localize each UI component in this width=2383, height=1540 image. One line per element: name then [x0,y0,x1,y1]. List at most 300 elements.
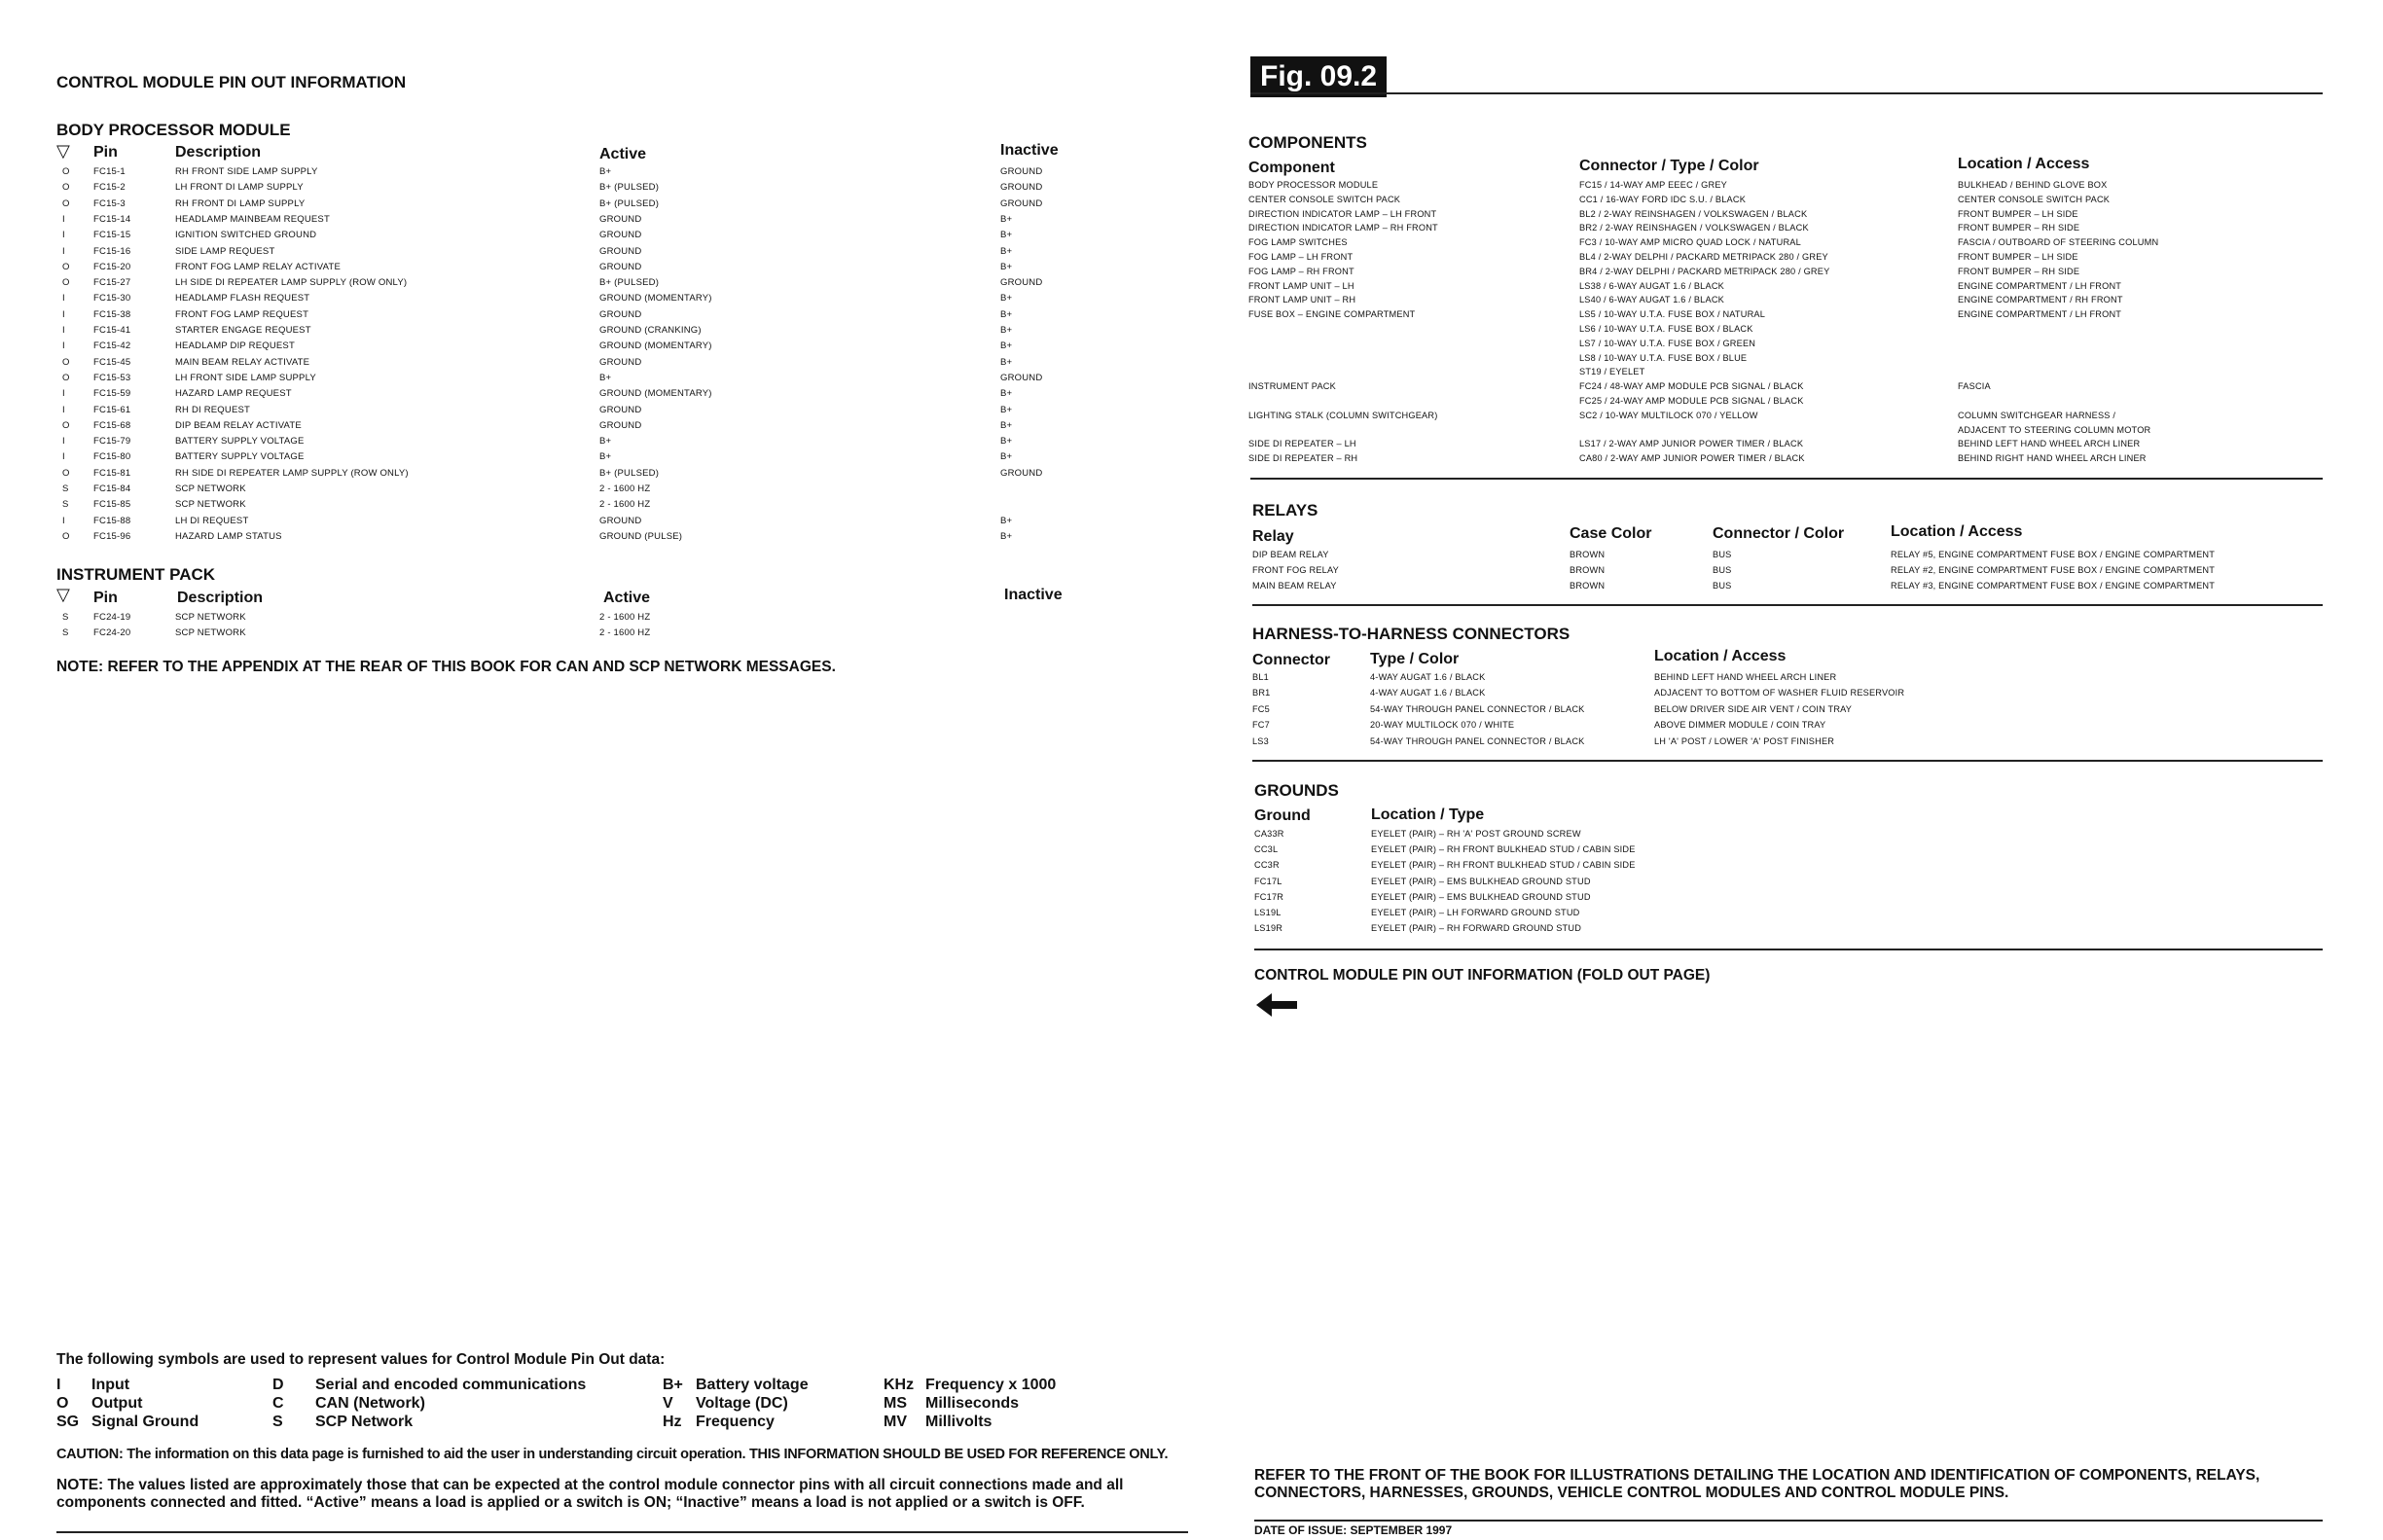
active-cell: GROUND [599,404,642,415]
page-title: CONTROL MODULE PIN OUT INFORMATION [56,73,407,91]
table-row [56,230,1127,245]
location-cell: ENGINE COMPARTMENT / LH FRONT [1958,280,2122,291]
active-cell: GROUND [599,213,642,225]
table-row [1248,439,2338,454]
io-cell: I [62,325,65,336]
inactive-cell: B+ [1000,388,1013,400]
connector-cell: FC5 [1252,703,1270,714]
connector-cell: LS7 / 10-WAY U.T.A. FUSE BOX / GREEN [1579,338,1756,348]
active-cell: 2 - 1600 HZ [599,483,651,494]
component-cell: INSTRUMENT PACK [1248,381,1336,392]
connector-cell: FC15 / 14-WAY AMP EEEC / GREY [1579,180,1727,190]
location-cell: ENGINE COMPARTMENT / RH FRONT [1958,295,2123,305]
location-cell: CENTER CONSOLE SWITCH PACK [1958,194,2111,204]
location-cell: FRONT BUMPER – LH SIDE [1958,208,2078,219]
table-row [1248,180,2338,196]
active-cell: B+ [599,436,612,448]
table-row [56,293,1127,308]
symbols-intro: The following symbols are used to represent values for Control Module Pin Out data: [56,1351,666,1368]
active-cell: B+ [599,166,612,177]
active-cell: GROUND [599,230,642,241]
table-row [1248,237,2338,253]
ground-cell: FC17R [1254,891,1284,902]
pin-cell: FC15-42 [93,340,131,352]
location-cell: EYELET (PAIR) – EMS BULKHEAD GROUND STUD [1371,891,1591,902]
connector-cell: BUS [1713,550,1732,559]
symbol-meaning: Frequency x 1000 [925,1377,1057,1393]
table-row [56,357,1127,373]
connector-cell: CC1 / 16-WAY FORD IDC S.U. / BLACK [1579,194,1747,204]
description-cell: BATTERY SUPPLY VOLTAGE [175,451,305,463]
table-row [56,531,1127,547]
active-cell: B+ [599,451,612,463]
inactive-cell: GROUND [1000,467,1043,479]
table-row [56,499,1127,515]
symbol-meaning: Milliseconds [925,1395,1020,1412]
io-cell: S [62,612,69,623]
location-cell: ENGINE COMPARTMENT / LH FRONT [1958,309,2122,320]
symbol-key: V [663,1395,673,1412]
symbol-meaning: Serial and encoded communications [315,1377,587,1393]
component-cell: FOG LAMP – LH FRONT [1248,252,1354,262]
pin-cell: FC24-20 [93,627,131,638]
table-row [1252,565,2332,581]
table-row [1254,908,2334,923]
grounds-title: GROUNDS [1254,781,1339,800]
pin-cell: FC15-85 [93,499,131,511]
location-cell: BULKHEAD / BEHIND GLOVE BOX [1958,180,2108,190]
active-cell: GROUND [599,356,642,368]
pin-cell: FC15-2 [93,182,126,194]
arrow-left-icon[interactable] [1254,990,1299,1024]
bpm-table [56,166,1127,546]
bpm-header-inactive: Inactive [1000,142,1059,159]
components-table [1248,180,2338,472]
relays-title: RELAYS [1252,501,1318,519]
inactive-cell: B+ [1000,245,1013,257]
table-row [1254,860,2334,876]
location-cell: BEHIND RIGHT HAND WHEEL ARCH LINER [1958,453,2147,464]
relay-cell: DIP BEAM RELAY [1252,550,1329,559]
location-cell: RELAY #3, ENGINE COMPARTMENT FUSE BOX / ENGINE COMPARTMENT [1891,581,2216,591]
inactive-cell: B+ [1000,356,1013,368]
table-row [56,516,1127,531]
table-row [56,340,1127,356]
bpm-header-description: Description [175,144,262,161]
connector-cell: LS40 / 6-WAY AUGAT 1.6 / BLACK [1579,295,1724,305]
pin-cell: FC15-68 [93,419,131,431]
io-cell: I [62,388,65,400]
active-cell: GROUND (MOMENTARY) [599,340,712,352]
table-row [1254,844,2334,860]
io-cell: O [62,419,70,431]
table-row [1248,367,2338,382]
description-cell: SCP NETWORK [175,499,246,511]
active-cell: GROUND [599,245,642,257]
active-cell: 2 - 1600 HZ [599,612,651,623]
pin-cell: FC24-19 [93,612,131,623]
table-row [1248,324,2338,340]
active-cell: GROUND [599,308,642,320]
inactive-cell: B+ [1000,451,1013,463]
location-cell: EYELET (PAIR) – EMS BULKHEAD GROUND STUD [1371,876,1591,886]
triangle-icon: ▽ [56,585,70,604]
pin-cell: FC15-59 [93,388,131,400]
symbol-meaning: Input [91,1377,130,1393]
table-row [1248,339,2338,354]
inactive-cell: B+ [1000,325,1013,336]
symbol-key: C [272,1395,284,1412]
grounds-header-location: Location / Type [1371,806,1485,823]
components-title: COMPONENTS [1248,133,1367,152]
pin-cell: FC15-1 [93,166,126,177]
connector-cell: BR1 [1252,688,1271,698]
io-cell: O [62,166,70,177]
connector-cell: BL4 / 2-WAY DELPHI / PACKARD METRIPACK 280 / GREY [1579,252,1828,262]
component-cell: SIDE DI REPEATER – RH [1248,453,1358,464]
io-cell: I [62,436,65,448]
relays-header-connector: Connector / Color [1713,525,1845,542]
symbol-key: MS [884,1395,907,1412]
table-row [1248,381,2338,397]
values-note: NOTE: The values listed are approximately those that can be expected at the control module connector pins with all circuit connections made and all components connected and fitted. “Active” means a load is applied or a switch is ON; “Inactive” means a load is not applied or a switch is OFF. [56,1477,1124,1511]
pin-cell: FC15-61 [93,404,131,415]
active-cell: GROUND (PULSE) [599,530,683,542]
components-rule [1250,478,2323,480]
inactive-cell: B+ [1000,530,1013,542]
table-row [56,612,1127,627]
symbol-key: KHz [884,1377,915,1393]
table-row [1248,295,2338,310]
active-cell: GROUND (CRANKING) [599,325,702,336]
table-row [1248,281,2338,297]
table-row [56,627,1127,643]
grounds-header-ground: Ground [1254,807,1311,824]
io-cell: O [62,467,70,479]
description-cell: HEADLAMP FLASH REQUEST [175,293,310,304]
table-row [56,214,1127,230]
pin-cell: FC15-38 [93,308,131,320]
left-bottom-rule [56,1531,1188,1533]
pin-cell: FC15-84 [93,483,131,494]
io-cell: O [62,182,70,194]
location-cell: EYELET (PAIR) – RH FRONT BULKHEAD STUD / CABIN SIDE [1371,860,1636,871]
active-cell: GROUND [599,419,642,431]
location-cell: EYELET (PAIR) – RH FRONT BULKHEAD STUD / CABIN SIDE [1371,844,1636,855]
description-cell: DIP BEAM RELAY ACTIVATE [175,419,302,431]
table-row [56,325,1127,340]
inactive-cell: GROUND [1000,182,1043,194]
pin-cell: FC15-3 [93,197,126,209]
symbol-key: Hz [663,1414,682,1430]
table-row [1248,267,2338,282]
components-header-connector: Connector / Type / Color [1579,158,1759,174]
symbol-meaning: Output [91,1395,143,1412]
pin-cell: FC15-41 [93,325,131,336]
pin-cell: FC15-80 [93,451,131,463]
relays-header-case: Case Color [1570,525,1652,542]
triangle-icon: ▽ [56,141,70,161]
description-cell: SCP NETWORK [175,627,246,638]
relay-cell: MAIN BEAM RELAY [1252,581,1337,591]
case-color-cell: BROWN [1570,550,1606,559]
symbol-meaning: CAN (Network) [315,1395,425,1412]
connector-cell: LS3 [1252,735,1269,746]
table-row [56,373,1127,388]
table-row [1248,353,2338,369]
connector-cell: BR4 / 2-WAY DELPHI / PACKARD METRIPACK 280 / GREY [1579,266,1830,276]
table-row [1248,425,2338,441]
bpm-header-pin: Pin [93,144,118,161]
symbol-key: O [56,1395,69,1412]
description-cell: RH SIDE DI REPEATER LAMP SUPPLY (ROW ONLY) [175,467,409,479]
pin-cell: FC15-14 [93,213,131,225]
description-cell: HEADLAMP DIP REQUEST [175,340,295,352]
ip-header-pin: Pin [93,590,118,606]
case-color-cell: BROWN [1570,565,1606,575]
table-row [1254,829,2334,844]
type-cell: 4-WAY AUGAT 1.6 / BLACK [1370,688,1486,698]
connector-cell: LS17 / 2-WAY AMP JUNIOR POWER TIMER / BLACK [1579,439,1804,449]
ip-header-description: Description [177,590,264,606]
pin-cell: FC15-96 [93,530,131,542]
symbol-meaning: SCP Network [315,1414,414,1430]
description-cell: MAIN BEAM RELAY ACTIVATE [175,356,310,368]
active-cell: B+ (PULSED) [599,182,660,194]
appendix-note: NOTE: REFER TO THE APPENDIX AT THE REAR OF THIS BOOK FOR CAN AND SCP NETWORK MESSAGES. [56,659,836,675]
pin-cell: FC15-30 [93,293,131,304]
io-cell: I [62,308,65,320]
description-cell: FRONT FOG LAMP REQUEST [175,308,309,320]
component-cell: DIRECTION INDICATOR LAMP – RH FRONT [1248,223,1438,233]
date-of-issue: DATE OF ISSUE: SEPTEMBER 1997 [1254,1523,1453,1537]
description-cell: HEADLAMP MAINBEAM REQUEST [175,213,330,225]
ground-cell: LS19L [1254,908,1282,917]
inactive-cell: B+ [1000,436,1013,448]
pin-cell: FC15-53 [93,372,131,383]
component-cell: FOG LAMP SWITCHES [1248,237,1348,248]
location-cell: FRONT BUMPER – RH SIDE [1958,223,2080,233]
io-cell: O [62,197,70,209]
type-cell: 20-WAY MULTILOCK 070 / WHITE [1370,720,1515,731]
table-row [1252,720,2332,735]
component-cell: FOG LAMP – RH FRONT [1248,266,1354,276]
io-cell: O [62,372,70,383]
io-cell: I [62,293,65,304]
location-cell: FASCIA [1958,381,1991,392]
table-row [56,468,1127,483]
io-cell: I [62,340,65,352]
symbol-meaning: Signal Ground [91,1414,199,1430]
table-row [56,388,1127,404]
inactive-cell: GROUND [1000,197,1043,209]
description-cell: HAZARD LAMP STATUS [175,530,282,542]
table-row [56,436,1127,451]
table-row [1254,877,2334,892]
ground-cell: CC3R [1254,860,1280,871]
relay-cell: FRONT FOG RELAY [1252,565,1339,575]
harness-rule [1252,760,2323,762]
connector-cell: FC3 / 10-WAY AMP MICRO QUAD LOCK / NATURAL [1579,237,1801,248]
active-cell: GROUND (MOMENTARY) [599,293,712,304]
table-row [1252,581,2332,596]
io-cell: S [62,499,69,511]
location-cell: RELAY #5, ENGINE COMPARTMENT FUSE BOX / ENGINE COMPARTMENT [1891,550,2216,559]
symbol-meaning: Voltage (DC) [696,1395,788,1412]
inactive-cell: B+ [1000,404,1013,415]
location-cell: BELOW DRIVER SIDE AIR VENT / COIN TRAY [1654,703,1853,714]
location-cell: EYELET (PAIR) – LH FORWARD GROUND STUD [1371,908,1580,917]
connector-cell: FC7 [1252,720,1270,731]
io-cell: I [62,245,65,257]
type-cell: 54-WAY THROUGH PANEL CONNECTOR / BLACK [1370,735,1585,746]
description-cell: RH DI REQUEST [175,404,251,415]
description-cell: STARTER ENGAGE REQUEST [175,325,311,336]
table-row [1254,892,2334,908]
connector-cell: BL2 / 2-WAY REINSHAGEN / VOLKSWAGEN / BLACK [1579,208,1808,219]
table-row [1252,736,2332,752]
pin-cell: FC15-79 [93,436,131,448]
symbols-legend [56,1377,1185,1435]
table-row [1252,688,2332,703]
relays-header-location: Location / Access [1891,523,2023,540]
refer-front-note: REFER TO THE FRONT OF THE BOOK FOR ILLUSTRATIONS DETAILING THE LOCATION AND IDENTIFICATION OF COMPONENTS, RELAYS, CONNECTORS, HARNESSES, GROUNDS, VEHICLE CONTROL MODULES AND CONTROL MODULE PINS. [1254,1467,2260,1501]
components-header-location: Location / Access [1958,156,2090,172]
pin-cell: FC15-16 [93,245,131,257]
pin-cell: FC15-15 [93,230,131,241]
location-cell: ADJACENT TO BOTTOM OF WASHER FLUID RESERVOIR [1654,688,1905,698]
location-cell: EYELET (PAIR) – RH 'A' POST GROUND SCREW [1371,829,1581,839]
description-cell: RH FRONT SIDE LAMP SUPPLY [175,166,318,177]
description-cell: BATTERY SUPPLY VOLTAGE [175,436,305,448]
inactive-cell: GROUND [1000,372,1043,383]
location-cell: FRONT BUMPER – LH SIDE [1958,252,2078,262]
io-cell: O [62,530,70,542]
io-cell: S [62,627,69,638]
location-cell: BEHIND LEFT HAND WHEEL ARCH LINER [1654,672,1837,682]
ip-table [56,612,1127,645]
table-row [1248,252,2338,268]
connector-cell: FC24 / 48-WAY AMP MODULE PCB SIGNAL / BLACK [1579,381,1804,392]
inactive-cell: B+ [1000,293,1013,304]
active-cell: GROUND [599,261,642,272]
connector-cell: BUS [1713,565,1732,575]
io-cell: O [62,356,70,368]
inactive-cell: B+ [1000,340,1013,352]
component-cell: BODY PROCESSOR MODULE [1248,180,1379,190]
active-cell: GROUND (MOMENTARY) [599,388,712,400]
location-cell: FASCIA / OUTBOARD OF STEERING COLUMN [1958,237,2159,248]
description-cell: IGNITION SWITCHED GROUND [175,230,317,241]
table-row [1252,672,2332,688]
inactive-cell: GROUND [1000,166,1043,177]
table-row [56,166,1127,182]
active-cell: B+ (PULSED) [599,197,660,209]
inactive-cell: B+ [1000,261,1013,272]
active-cell: GROUND [599,515,642,526]
active-cell: B+ (PULSED) [599,467,660,479]
harness-table [1252,672,2332,754]
table-row [56,182,1127,197]
io-cell: I [62,404,65,415]
case-color-cell: BROWN [1570,581,1606,591]
harness-header-location: Location / Access [1654,648,1787,664]
description-cell: SCP NETWORK [175,483,246,494]
io-cell: I [62,230,65,241]
pin-cell: FC15-27 [93,277,131,289]
right-bottom-rule [1254,1520,2323,1522]
description-cell: HAZARD LAMP REQUEST [175,388,292,400]
location-cell: ADJACENT TO STEERING COLUMN MOTOR [1958,424,2151,435]
location-cell: LH 'A' POST / LOWER 'A' POST FINISHER [1654,735,1835,746]
table-row [1248,309,2338,325]
location-cell: BEHIND LEFT HAND WHEEL ARCH LINER [1958,439,2141,449]
table-row [56,246,1127,262]
table-row [1248,396,2338,412]
ground-cell: CA33R [1254,829,1284,839]
type-cell: 4-WAY AUGAT 1.6 / BLACK [1370,672,1486,682]
table-row [56,483,1127,499]
symbol-key: I [56,1377,61,1393]
component-cell: DIRECTION INDICATOR LAMP – LH FRONT [1248,208,1437,219]
active-cell: B+ [599,372,612,383]
io-cell: S [62,483,69,494]
grounds-rule [1254,949,2323,950]
description-cell: LH FRONT SIDE LAMP SUPPLY [175,372,316,383]
io-cell: I [62,451,65,463]
description-cell: LH FRONT DI LAMP SUPPLY [175,182,304,194]
connector-cell: CA80 / 2-WAY AMP JUNIOR POWER TIMER / BLACK [1579,453,1805,464]
table-row [1252,704,2332,720]
ground-cell: CC3L [1254,844,1279,855]
grounds-table [1254,829,2334,944]
location-cell: FRONT BUMPER – RH SIDE [1958,266,2080,276]
active-cell: B+ (PULSED) [599,277,660,289]
table-row [1252,550,2332,565]
component-cell: CENTER CONSOLE SWITCH PACK [1248,194,1401,204]
io-cell: O [62,261,70,272]
connector-cell: ST19 / EYELET [1579,367,1645,377]
component-cell: FRONT LAMP UNIT – LH [1248,280,1354,291]
pin-cell: FC15-81 [93,467,131,479]
inactive-cell: B+ [1000,230,1013,241]
symbol-key: D [272,1377,284,1393]
connector-cell: BR2 / 2-WAY REINSHAGEN / VOLKSWAGEN / BLACK [1579,223,1809,233]
symbol-meaning: Battery voltage [696,1377,809,1393]
caution-text: CAUTION: The information on this data page is furnished to aid the user in understanding circuit operation. THIS INFORMATION SHOULD BE USED FOR REFERENCE ONLY. [56,1447,1169,1462]
component-cell: FRONT LAMP UNIT – RH [1248,295,1356,305]
table-row [1254,923,2334,939]
connector-cell: BL1 [1252,672,1269,682]
table-row [56,420,1127,436]
table-row [56,262,1127,277]
connector-cell: LS38 / 6-WAY AUGAT 1.6 / BLACK [1579,280,1724,291]
ground-cell: LS19R [1254,923,1283,934]
ip-header-inactive: Inactive [1004,587,1063,603]
symbol-key: B+ [663,1377,683,1393]
io-cell: I [62,213,65,225]
table-row [56,405,1127,420]
description-cell: SCP NETWORK [175,612,246,623]
description-cell: RH FRONT DI LAMP SUPPLY [175,197,306,209]
component-cell: FUSE BOX – ENGINE COMPARTMENT [1248,309,1416,320]
connector-cell: FC25 / 24-WAY AMP MODULE PCB SIGNAL / BLACK [1579,396,1804,406]
type-cell: 54-WAY THROUGH PANEL CONNECTOR / BLACK [1370,703,1585,714]
location-cell: ABOVE DIMMER MODULE / COIN TRAY [1654,720,1826,731]
pin-cell: FC15-45 [93,356,131,368]
io-cell: I [62,515,65,526]
foldout-label: CONTROL MODULE PIN OUT INFORMATION (FOLD OUT PAGE) [1254,967,1711,984]
